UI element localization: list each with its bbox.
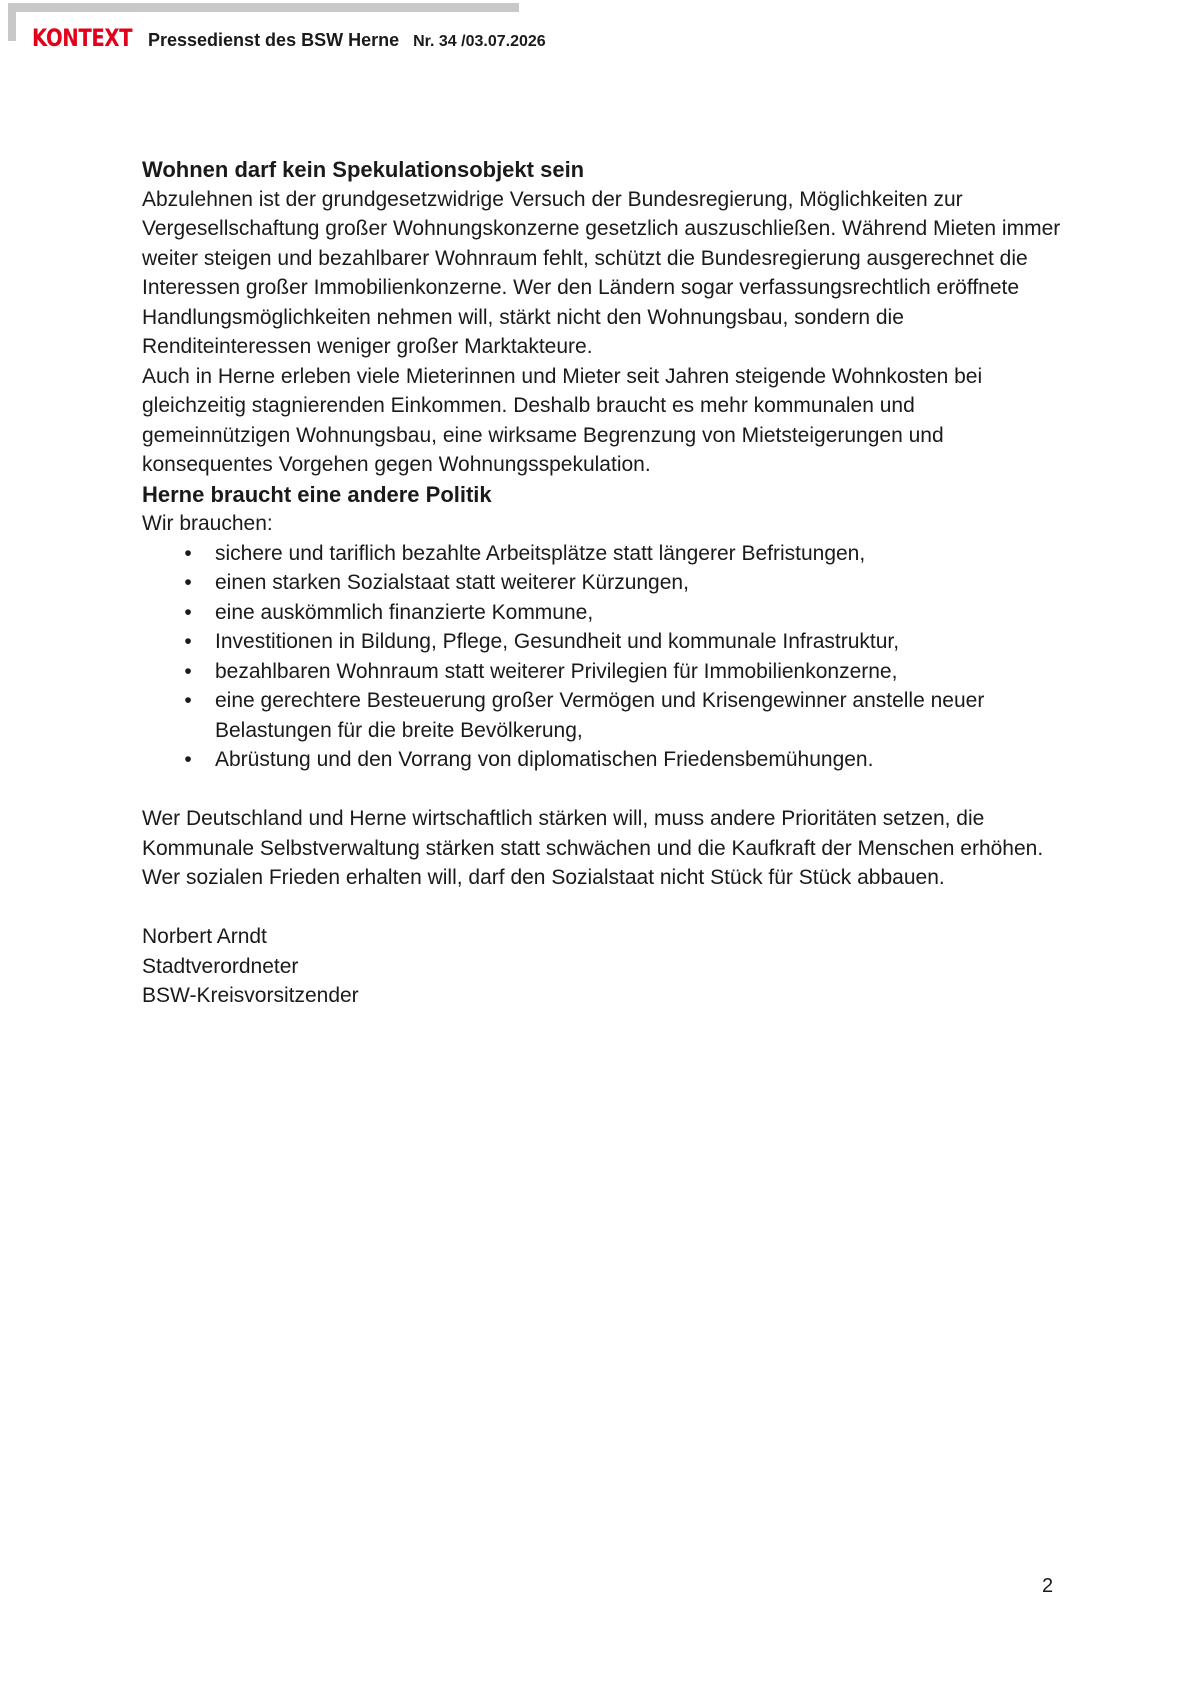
press-service-title: Pressedienst des BSW Herne xyxy=(148,30,400,50)
page-header xyxy=(32,24,546,56)
bullet-icon: • xyxy=(184,659,192,683)
bullet-icon: • xyxy=(184,571,192,594)
spacer xyxy=(142,775,1062,805)
list-item-text: eine gerechtere Besteuerung großer Vermögen und Krisengewinner anstelle neuer Belastungen für die breite Bevölkerung, xyxy=(215,689,985,742)
list-item-text: sichere und tariflich bezahlte Arbeitsplätze statt längerer Befristungen, xyxy=(215,541,866,565)
issue-number: Nr. 34 /03.07.2026 xyxy=(413,33,546,50)
list-item xyxy=(142,568,1062,598)
list-item-text: eine auskömmlich finanzierte Kommune, xyxy=(215,600,594,624)
list-item-text: Abrüstung und den Vorrang von diplomatischen Friedensbemühungen. xyxy=(215,748,874,771)
list-item xyxy=(142,539,1062,569)
housing-paragraph-1: Abzulehnen ist der grundgesetzwidrige Versuch der Bundesregierung, Möglichkeiten zur Vergesellschaftung großer Wohnungskonzerne gesetzlich auszuschließen. Während Mieten immer weiter steigen und bezahlbarer Wohnraum fehlt, schützt die Bundesregierung ausgerechnet die Interessen großer Immobilienkonzerne. Wer den Ländern sogar verfassungsrechtlich eröffnete Handlungsmöglichkeiten nehmen will, stärkt nicht den Wohnungsbau, sondern die Renditeinteressen weniger großer Marktakteure. xyxy=(142,187,1061,358)
page-number: 2 xyxy=(1042,1575,1054,1597)
list-item-text: bezahlbaren Wohnraum statt weiterer Privilegien für Immobilienkonzerne, xyxy=(215,659,898,683)
bullet-icon: • xyxy=(184,630,192,653)
kontext-logo: KONTEXT xyxy=(32,24,133,52)
closing-paragraph: Wer Deutschland und Herne wirtschaftlich stärken will, muss andere Prioritäten setzen, die Kommunale Selbstverwaltung stärken statt schwächen und die Kaufkraft der Menschen erhöhen. Wer sozialen Frieden erhalten will, darf den Sozialstaat nicht Stück für Stück abbauen. xyxy=(142,807,1044,889)
signature-title: BSW-Kreisvorsitzender xyxy=(142,984,359,1007)
bullet-icon: • xyxy=(184,600,192,624)
list-item-text: einen starken Sozialstaat statt weiterer Kürzungen, xyxy=(215,571,689,594)
housing-paragraph-2: Auch in Herne erleben viele Mieterinnen und Mieter seit Jahren steigende Wohnkosten bei gleichzeitig stagnierenden Einkommen. Deshalb braucht es mehr kommunalen und gemeinnützigen Wohnungsbau, eine wirksame Begrenzung von Mietsteigerungen und konsequentes Vorgehen gegen Wohnungsspekulation. xyxy=(142,364,983,476)
list-item xyxy=(142,627,1062,657)
list-item-text: Investitionen in Bildung, Pflege, Gesundheit und kommunale Infrastruktur, xyxy=(215,630,900,653)
bullet-icon: • xyxy=(184,541,192,565)
list-item xyxy=(142,657,1062,687)
document-body xyxy=(142,155,1062,1011)
bullet-icon: • xyxy=(184,748,192,771)
section-heading-housing: Wohnen darf kein Spekulationsobjekt sein xyxy=(142,157,585,182)
demands-intro: Wir brauchen: xyxy=(142,512,273,535)
header-bar-left xyxy=(8,3,16,41)
list-item xyxy=(142,686,1062,745)
spacer xyxy=(142,893,1062,923)
signature-name: Norbert Arndt xyxy=(142,925,267,948)
list-item xyxy=(142,745,1062,775)
header-bar-top xyxy=(8,3,519,12)
signature-role: Stadtverordneter xyxy=(142,954,299,978)
bullet-icon: • xyxy=(184,689,192,712)
section-heading-politics: Herne braucht eine andere Politik xyxy=(142,481,492,507)
demands-list xyxy=(142,539,1062,775)
list-item xyxy=(142,598,1062,628)
